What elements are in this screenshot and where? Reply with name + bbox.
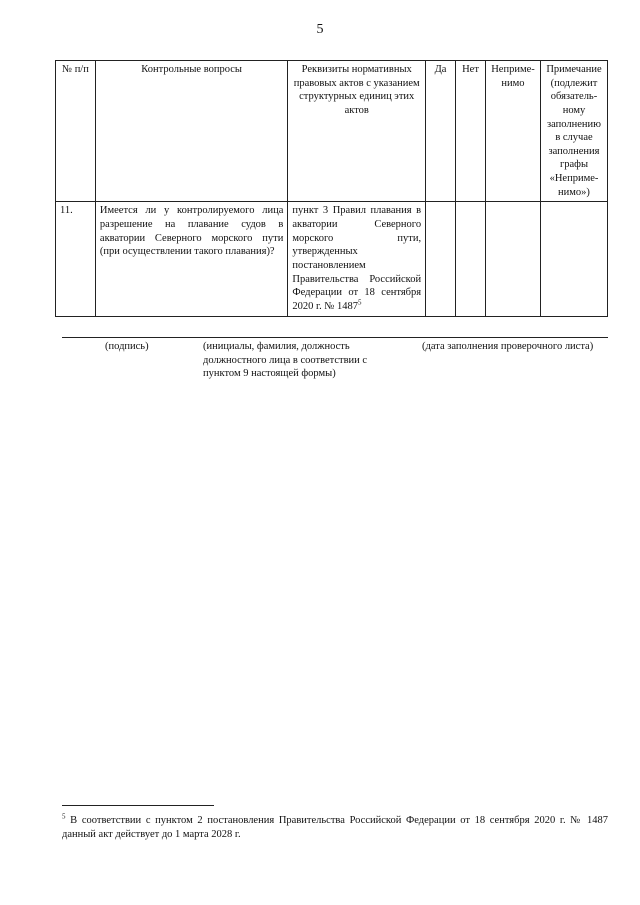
checklist-table <box>55 60 608 317</box>
header-no: Нет <box>456 61 486 202</box>
date-label: (дата заполнения проверочного листа) <box>422 341 594 352</box>
name-position-label: (инициалы, фамилия, должность должностного лица в соответствии с пунктом 9 настоящей формы) <box>203 341 368 380</box>
row-requisites-text: пункт 3 Правил плавания в акватории Северного морского пути, утвержденных постановлением Правительства Российской Федерации от 18 сентября 2020 г. № 1487 <box>292 205 422 312</box>
header-requisites: Реквизиты нормативных правовых актов с указанием структурных единиц этих актов <box>288 61 426 202</box>
row-note-cell[interactable] <box>540 202 607 316</box>
footnote-marker: 5 <box>62 812 66 821</box>
footnote-reference: 5 <box>358 298 362 307</box>
row-not-applicable-cell[interactable] <box>486 202 541 316</box>
header-note: Примечание (подлежит обязатель-ному заполнению в случае заполнения графы «Неприме-нимо») <box>540 61 607 202</box>
footnote <box>62 814 608 842</box>
signature-line <box>62 337 608 338</box>
row-requisites <box>288 202 426 316</box>
table-row <box>56 202 608 316</box>
footnote-text: В соответствии с пунктом 2 постановления Правительства Российской Федерации от 18 сентября 2020 г. № 1487 данный акт действует до 1 марта 2028 г. <box>62 815 609 841</box>
footnote-separator <box>62 805 214 806</box>
row-no-cell[interactable] <box>456 202 486 316</box>
row-yes-cell[interactable] <box>426 202 456 316</box>
row-question: Имеется ли у контролируемого лица разрешение на плавание судов в акватории Северного морского пути (при осуществлении такого плавания)? <box>95 202 287 316</box>
header-not-applicable: Неприме-нимо <box>486 61 541 202</box>
table-header-row <box>56 61 608 202</box>
header-yes: Да <box>426 61 456 202</box>
row-num: 11. <box>56 202 96 316</box>
header-question: Контрольные вопросы <box>95 61 287 202</box>
page-number: 5 <box>316 22 324 37</box>
signature-label: (подпись) <box>105 341 149 352</box>
header-num: № п/п <box>56 61 96 202</box>
